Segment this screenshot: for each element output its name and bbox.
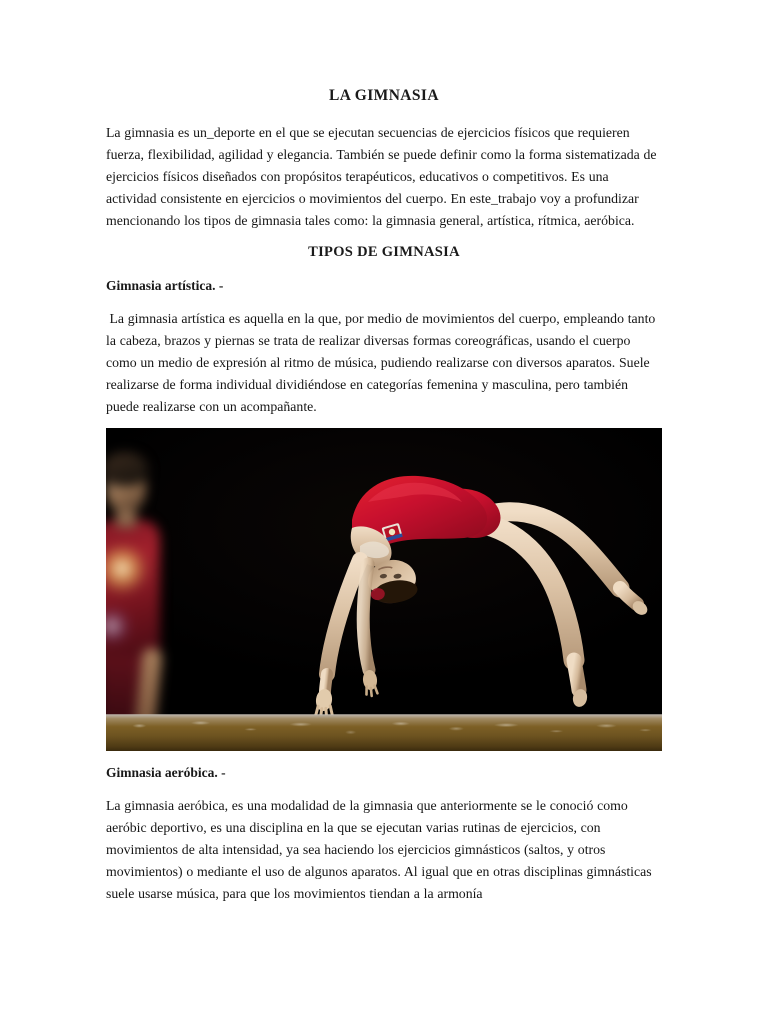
page-title: LA GIMNASIA <box>329 87 439 104</box>
document-content <box>106 86 662 915</box>
subheading-gimnasia-artistica: Gimnasia artística. - <box>106 278 224 293</box>
main-gymnast-figure <box>106 428 662 751</box>
section-heading-tipos: TIPOS DE GIMNASIA <box>308 244 460 260</box>
intro-paragraph: La gimnasia es un_deporte en el que se ejecutan secuencias de ejercicios físicos que requieren fuerza, flexibilidad, agilidad y elegancia. También se puede definir como la forma sistematizada de ejercicios físicos diseñados con propósitos terapéuticos, educativos o competitivos. Es una actividad consistente en ejercicios o movimientos del cuerpo. En este_trabajo voy a profundizar mencionando los tipos de gimnasia tales como: la gimnasia general, artística, rítmica, aeróbica. <box>106 125 657 228</box>
paragraph-gimnasia-aerobica: La gimnasia aeróbica, es una modalidad de la gimnasia que anteriormente se le conoció como aeróbic deportivo, es una disciplina en la que se ejecutan varias rutinas de ejercicios, con movimientos de alta intensidad, ya sea haciendo los ejercicios gimnásticos (saltos, y otros movimientos) o mediante el uso de algunos aparatos. Al igual que en otras disciplinas gimnásticas suele usarse música, para que los movimientos tiendan a la armonía <box>106 798 652 901</box>
subheading-gimnasia-aerobica: Gimnasia aeróbica. - <box>106 765 226 780</box>
gymnastics-photo <box>106 428 662 751</box>
balance-beam-texture <box>106 715 662 751</box>
paragraph-gimnasia-artistica: La gimnasia artística es aquella en la que, por medio de movimientos del cuerpo, empleando tanto la cabeza, brazos y piernas se trata de realizar diversas formas coreográficas, usando el cuerpo como un medio de expresión al ritmo de música, pudiendo realizarse con diversos aparatos. Suele realizarse de forma individual dividiéndose en categorías femenina y masculina, pero también puede realizarse con un acompañante. <box>106 311 656 414</box>
